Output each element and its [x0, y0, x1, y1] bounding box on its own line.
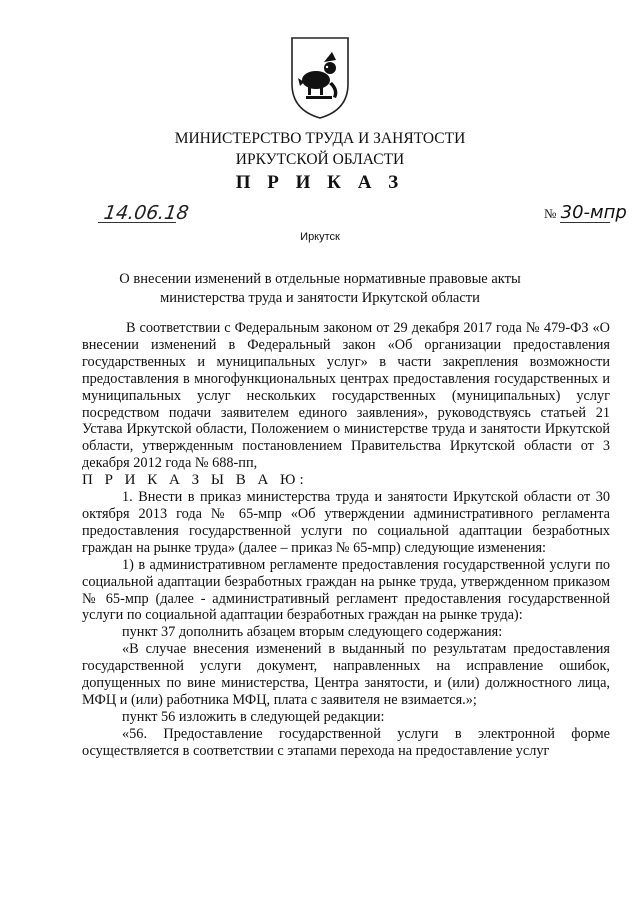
- coat-of-arms-icon: [286, 32, 354, 120]
- ministry-line-2: ИРКУТСКОЙ ОБЛАСТИ: [235, 151, 405, 168]
- item-1-paragraph: 1. Внести в приказ министерства труда и занятости Иркутской области от 30 октября 2013 года № 65-мпр «Об утверждении административного регламента предоставления государственной услуги по социальной адаптации безработных граждан на рынке труда» (далее – приказ № 65-мпр) следующие изменения:: [82, 489, 610, 556]
- number-value: 30-мпр: [560, 202, 627, 223]
- point-37-text: «В случае внесения изменений в выданный по результатам предоставления государственной услуги документ, направленных на исправление ошибок, допущенных по вине министерства, Центра занятости, и (или) должностного лица, МФЦ и (или) работника МФЦ, плата с заявителя не взимается.»;: [82, 641, 610, 708]
- point-56-text: «56. Предоставление государственной услуги в электронной форме осуществляется в соответствии с этапами перехода на предоставление услуг: [82, 725, 610, 759]
- date-underline: [98, 222, 176, 223]
- orders-heading: П Р И К А З Ы В А Ю:: [82, 472, 308, 489]
- number-sign: №: [544, 206, 557, 221]
- document-subject: [0, 270, 640, 308]
- point-37-intro: пункт 37 дополнить абзацем вторым следующего содержания:: [122, 624, 503, 641]
- document-number: [544, 202, 627, 223]
- document-body: [82, 320, 610, 760]
- number-underline: [560, 222, 610, 223]
- document-type: П Р И К А З: [235, 172, 405, 193]
- subject-line-1: О внесении изменений в отдельные нормативные правовые акты: [119, 271, 521, 287]
- item-1-1-paragraph: 1) в административном регламенте предоставления государственной услуги по социальной адаптации безработных граждан на рынке труда, утвержденном приказом № 65-мпр (далее - административный регламент предоставления государственной услуги по социальной адаптации безработных граждан на рынке труда):: [82, 556, 610, 624]
- subject-line-2: министерства труда и занятости Иркутской области: [160, 290, 480, 306]
- preamble-paragraph: В соответствии с Федеральным законом от 29 декабря 2017 года № 479-ФЗ «О внесении изменений в Федеральный закон «Об организации предоставления государственных и муниципальных услуг» в части закрепления возможности предоставления в многофункциональных центрах предоставления государственных и муниципальных услуг нескольких государственных (муниципальных) услуг посредством подачи заявителем единого заявления», руководствуясь статьей 21 Устава Иркутской области, Положением о министерстве труда и занятости Иркутской области, утвержденным постановлением Правительства Иркутской области от 3 декабря 2012 года № 688-пп,: [82, 320, 610, 472]
- ministry-line-1: МИНИСТЕРСТВО ТРУДА И ЗАНЯТОСТИ: [174, 130, 466, 147]
- city: Иркутск: [300, 231, 340, 243]
- document-date: 14.06.18: [102, 202, 191, 224]
- ministry-name: [0, 128, 640, 170]
- point-56-intro: пункт 56 изложить в следующей редакции:: [122, 708, 385, 725]
